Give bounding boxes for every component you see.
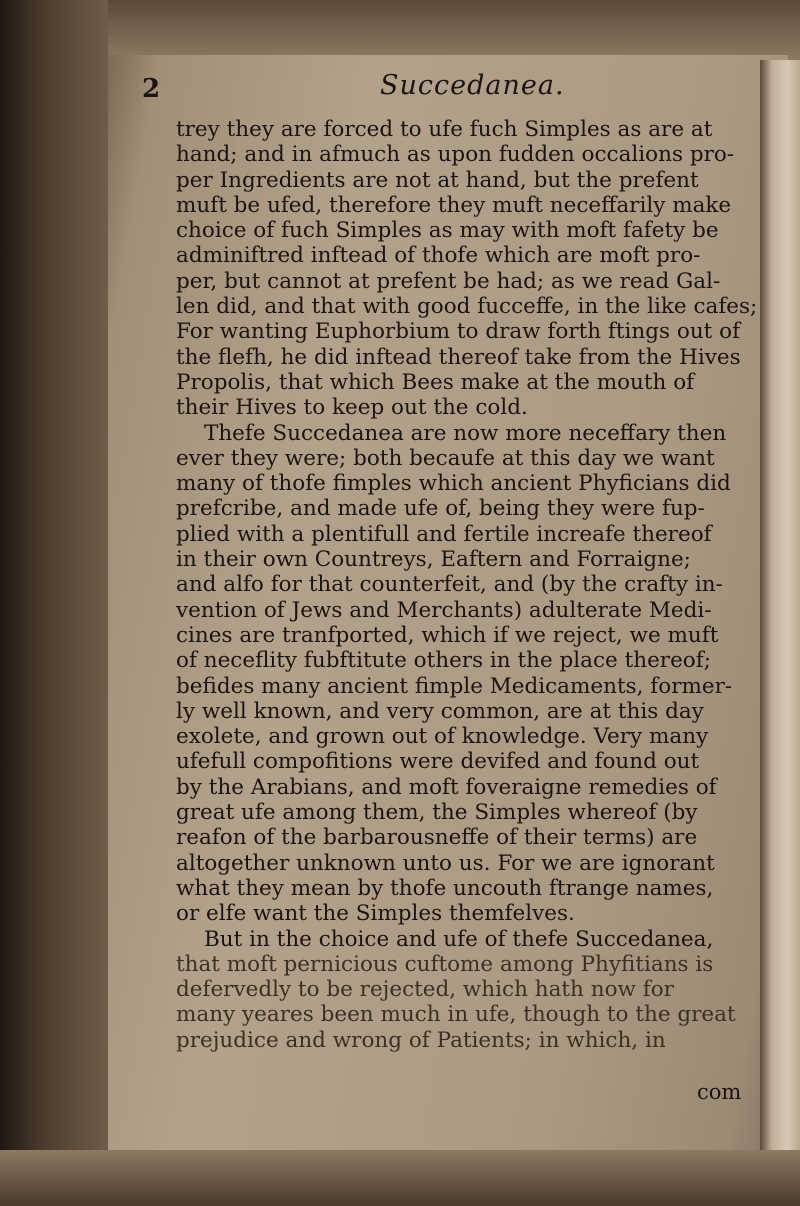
text-line: of neceflity fubftitute others in the place thereof; — [176, 648, 711, 674]
text-line: ly well known, and very common, are at this day — [176, 698, 704, 724]
text-line: in their own Countreys, Eaftern and Forraigne; — [176, 547, 691, 573]
text-line: ufefull compofitions were devifed and found out — [176, 749, 700, 775]
text-line: per, but cannot at prefent be had; as we read Gal- — [176, 268, 721, 294]
text-line: defervedly to be rejected, which hath now for — [176, 977, 674, 1003]
signature-mark: 2 — [142, 74, 161, 104]
text-line: vention of Jews and Merchants) adulterate Medi- — [176, 597, 712, 623]
left-binding-edge — [0, 0, 108, 1206]
page-header — [140, 68, 740, 108]
running-head: Succedanea. — [380, 70, 565, 101]
text-line: But in the choice and ufe of thefe Succedanea, — [204, 926, 714, 952]
text-line: their Hives to keep out the cold. — [176, 395, 528, 421]
text-line: altogether unknown unto us. For we are ignorant — [176, 850, 715, 876]
text-line: or elfe want the Simples themfelves. — [176, 901, 575, 927]
text-line: that moft pernicious cuftome among Phyfitians is — [176, 951, 714, 977]
text-line: the flefh, he did inftead thereof take from the Hives — [176, 344, 741, 370]
bottom-page-edge — [0, 1150, 800, 1206]
text-line: hand; and in afmuch as upon fudden occalions pro- — [176, 142, 735, 168]
text-line: len did, and that with good fucceffe, in the like cafes; — [176, 294, 758, 320]
text-line: prefcribe, and made ufe of, being they were fup- — [176, 496, 705, 522]
text-line: and alfo for that counterfeit, and (by the crafty in- — [176, 572, 723, 598]
facing-page-strip — [760, 60, 800, 1160]
text-line: For wanting Euphorbium to draw forth ftings out of — [176, 319, 741, 345]
text-line: Propolis, that which Bees make at the mouth of — [176, 369, 695, 395]
text-line: muft be ufed, therefore they muft neceffarily make — [176, 192, 732, 218]
text-line: adminiftred inftead of thofe which are moft pro- — [176, 243, 701, 269]
text-line: reafon of the barbarousneffe of their terms) are — [176, 825, 698, 851]
text-line: exolete, and grown out of knowledge. Very many — [176, 724, 709, 750]
page-body-text — [176, 117, 766, 1053]
text-line: what they mean by thofe uncouth ftrange names, — [176, 875, 714, 901]
text-line: cines are tranfported, which if we reject, we muft — [176, 622, 719, 648]
text-line: Thefe Succedanea are now more neceffary then — [204, 420, 727, 446]
text-line: trey they are forced to ufe fuch Simples as are at — [176, 117, 713, 142]
text-line: choice of fuch Simples as may with moft fafety be — [176, 218, 719, 244]
catchword: com — [697, 1080, 742, 1104]
top-page-edge — [0, 0, 800, 60]
text-line: prejudice and wrong of Patients; in which, in — [176, 1027, 666, 1053]
text-line: befides many ancient fimple Medicaments, former- — [176, 673, 733, 699]
text-line: by the Arabians, and moft foveraigne remedies of — [176, 774, 717, 800]
text-line: many yeares been much in ufe, though to the great — [176, 1002, 736, 1028]
text-line: per Ingredients are not at hand, but the prefent — [176, 167, 699, 193]
text-line: many of thofe fimples which ancient Phyficians did — [176, 471, 731, 497]
text-line: plied with a plentifull and fertile increafe thereof — [176, 521, 712, 547]
text-line: ever they were; both becaufe at this day we want — [176, 445, 715, 471]
text-line: great ufe among them, the Simples whereof (by — [176, 800, 698, 826]
